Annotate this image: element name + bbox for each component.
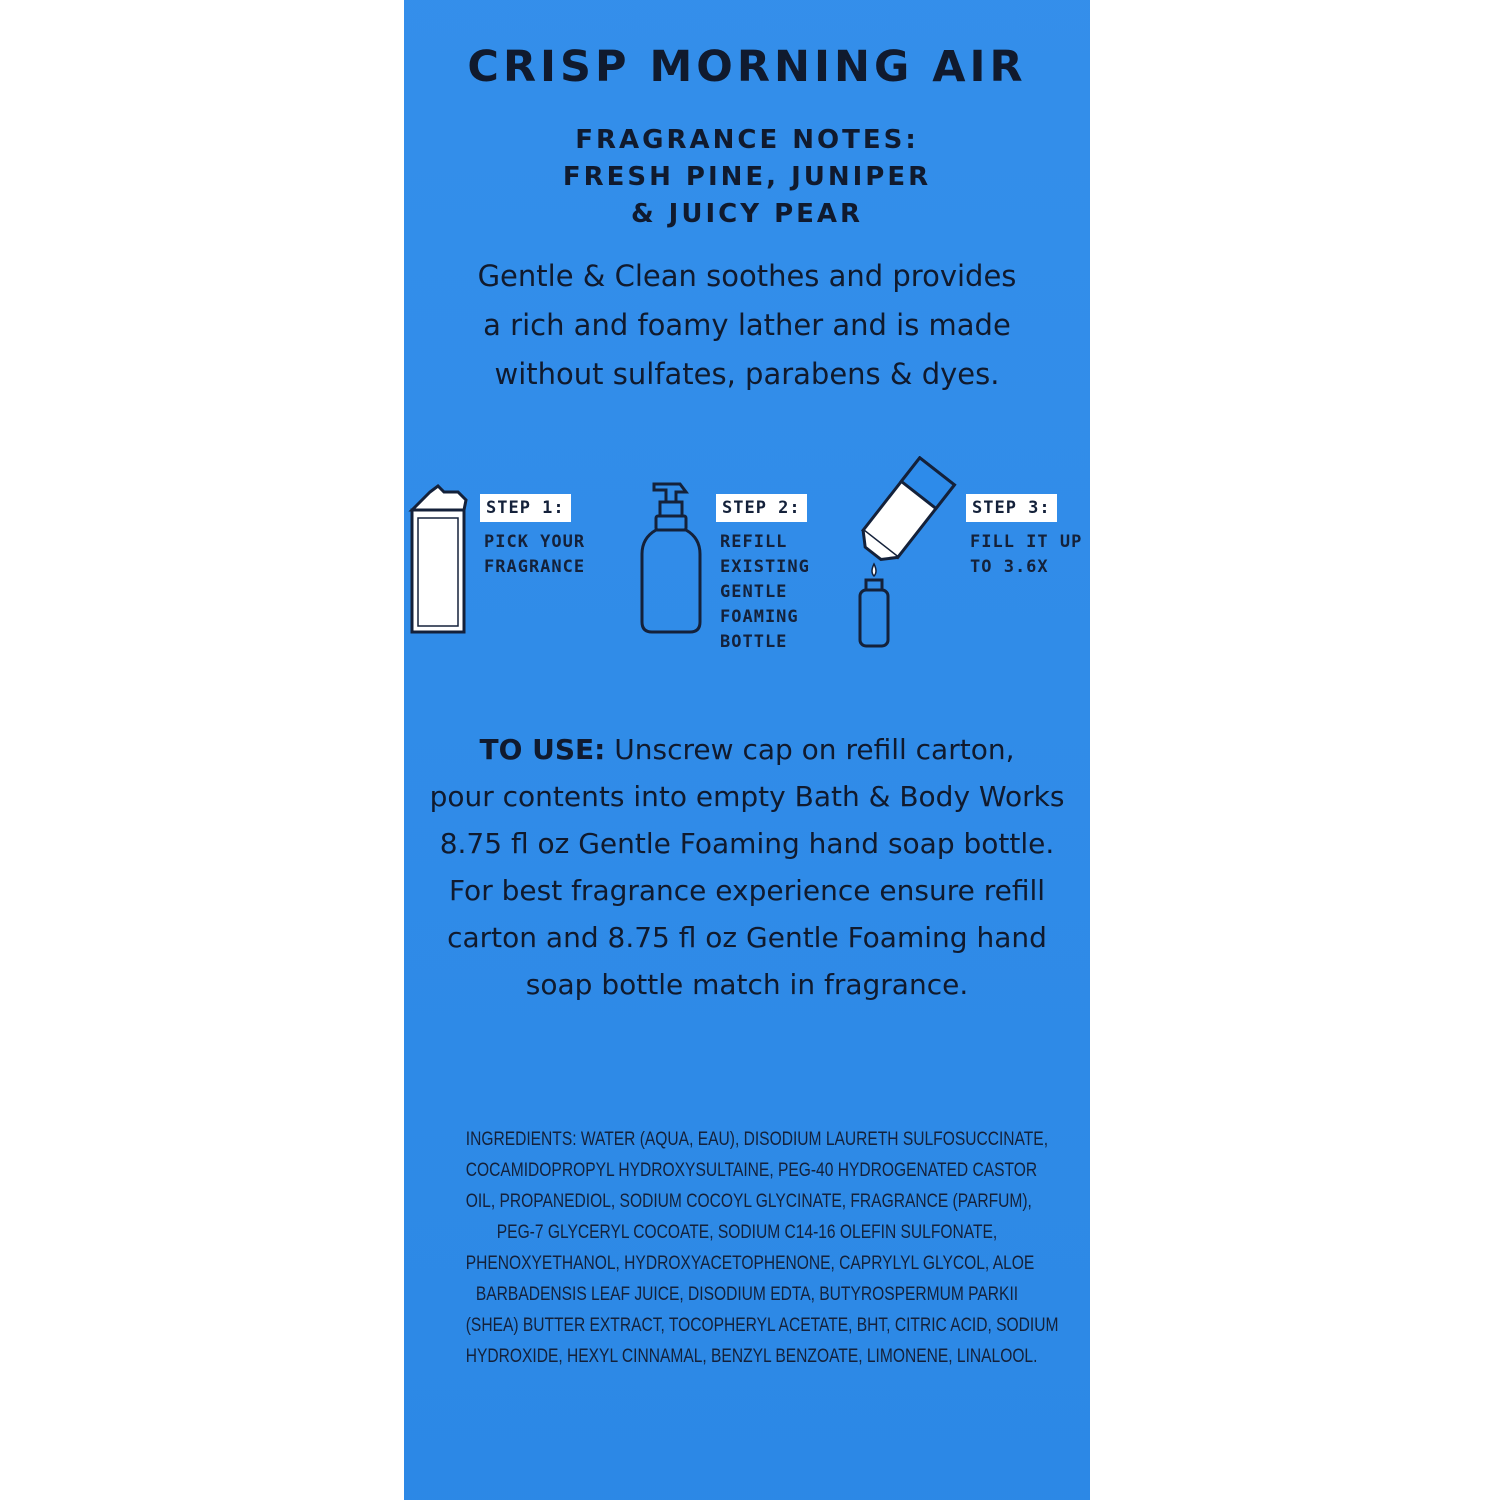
step-3-badge: STEP 3: <box>966 494 1057 522</box>
product-description <box>404 252 1090 399</box>
usage-line <box>404 726 1090 773</box>
step-3-text: FILL IT UP TO 3.6X <box>970 532 1083 577</box>
ingredients-line: COCAMIDOPROPYL HYDROXYSULTAINE, PEG-40 HYDROGENATED CASTOR <box>465 1160 1038 1181</box>
usage-instructions <box>404 726 1090 1008</box>
ingredients-line: PHENOXYETHANOL, HYDROXYACETOPHENONE, CAPRYLYL GLYCOL, ALOE <box>465 1253 1035 1274</box>
usage-line-text: Unscrew cap on refill carton, <box>614 733 1015 766</box>
pour-refill-icon <box>850 456 960 654</box>
refill-carton-icon <box>408 484 470 636</box>
notes-line: FRESH PINE, JUNIPER <box>562 162 932 192</box>
ingredients-line: BARBADENSIS LEAF JUICE, DISODIUM EDTA, BUTYROSPERMUM PARKII <box>475 1284 1019 1305</box>
ingredients-list <box>465 1124 1059 1372</box>
ingredients-line: HYDROXIDE, HEXYL CINNAMAL, BENZYL BENZOATE, LIMONENE, LINALOOL. <box>465 1346 1038 1367</box>
description-line: without sulfates, parabens & dyes. <box>494 357 1000 391</box>
ingredients-line: PEG-7 GLYCERYL COCOATE, SODIUM C14-16 OLEFIN SULFONATE, <box>496 1222 998 1243</box>
fragrance-notes <box>404 122 1090 233</box>
usage-line: 8.75 fl oz Gentle Foaming hand soap bottle. <box>439 827 1055 860</box>
step-2-text: REFILL EXISTING GENTLE FOAMING BOTTLE <box>720 532 810 652</box>
step-1-badge: STEP 1: <box>480 494 571 522</box>
product-label-panel <box>404 0 1090 1500</box>
step-2-badge: STEP 2: <box>716 494 807 522</box>
ingredients-line: (SHEA) BUTTER EXTRACT, TOCOPHERYL ACETATE, BHT, CITRIC ACID, SODIUM <box>465 1315 1059 1336</box>
notes-line: FRAGRANCE NOTES: <box>575 125 919 155</box>
description-line: Gentle & Clean soothes and provides <box>477 259 1017 293</box>
usage-line: pour contents into empty Bath & Body Works <box>429 780 1065 813</box>
product-title: CRISP MORNING AIR <box>467 42 1027 92</box>
foaming-bottle-icon <box>636 480 706 638</box>
usage-line: soap bottle match in fragrance. <box>525 968 969 1001</box>
usage-line: For best fragrance experience ensure refill <box>448 874 1046 907</box>
usage-heading: TO USE: <box>479 733 606 766</box>
description-line: a rich and foamy lather and is made <box>483 308 1011 342</box>
ingredients-line: OIL, PROPANEDIOL, SODIUM COCOYL GLYCINATE, FRAGRANCE (PARFUM), <box>465 1191 1032 1212</box>
ingredients-line: INGREDIENTS: WATER (AQUA, EAU), DISODIUM LAURETH SULFOSUCCINATE, <box>465 1129 1049 1150</box>
notes-line: & JUICY PEAR <box>630 199 864 229</box>
usage-line: carton and 8.75 fl oz Gentle Foaming hand <box>447 921 1047 954</box>
step-1-text: PICK YOUR FRAGRANCE <box>484 532 586 577</box>
